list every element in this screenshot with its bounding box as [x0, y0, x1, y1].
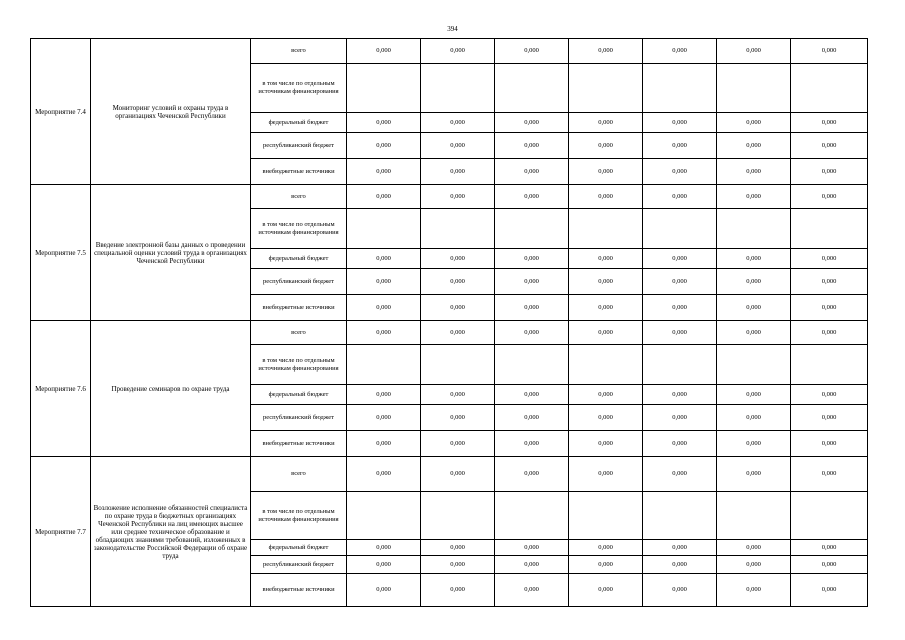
value-cell: 0,000 [643, 540, 717, 556]
measure-code: Мероприятие 7.5 [31, 185, 91, 321]
value-cell: 0,000 [495, 405, 569, 431]
value-cell: 0,000 [495, 159, 569, 185]
value-cell [495, 492, 569, 540]
value-cell: 0,000 [421, 385, 495, 405]
value-cell: 0,000 [643, 133, 717, 159]
value-cell: 0,000 [791, 574, 868, 607]
value-cell: 0,000 [495, 185, 569, 209]
value-cell: 0,000 [717, 385, 791, 405]
value-cell: 0,000 [421, 574, 495, 607]
value-cell: 0,000 [569, 457, 643, 492]
value-cell [791, 345, 868, 385]
value-cell [643, 209, 717, 249]
value-cell: 0,000 [421, 540, 495, 556]
value-cell: 0,000 [791, 185, 868, 209]
value-cell: 0,000 [791, 457, 868, 492]
value-cell: 0,000 [791, 431, 868, 457]
measure-name: Возложение исполнение обязанностей специалиста по охране труда в бюджетных организациях Чеченской Республики на лиц имеющих высшее или среднее техническое образование и обладающих знаниями требований, изложенных в законодательстве Российской Федерации об охране труда [91, 457, 251, 607]
funding-source-label: в том числе по отдельным источникам финансирования [251, 345, 347, 385]
value-cell: 0,000 [717, 269, 791, 295]
value-cell: 0,000 [717, 540, 791, 556]
value-cell: 0,000 [347, 159, 421, 185]
value-cell: 0,000 [717, 574, 791, 607]
value-cell: 0,000 [569, 556, 643, 574]
value-cell [495, 209, 569, 249]
value-cell: 0,000 [421, 185, 495, 209]
measure-name: Мониторинг условий и охраны труда в организациях Чеченской Республики [91, 39, 251, 185]
value-cell: 0,000 [421, 113, 495, 133]
measure-code: Мероприятие 7.4 [31, 39, 91, 185]
value-cell: 0,000 [643, 185, 717, 209]
value-cell: 0,000 [347, 405, 421, 431]
value-cell: 0,000 [347, 540, 421, 556]
value-cell: 0,000 [347, 39, 421, 64]
value-cell: 0,000 [495, 269, 569, 295]
funding-source-label: федеральный бюджет [251, 540, 347, 556]
value-cell: 0,000 [495, 385, 569, 405]
funding-source-label: внебюджетные источники [251, 431, 347, 457]
value-cell: 0,000 [569, 113, 643, 133]
funding-source-label: республиканский бюджет [251, 405, 347, 431]
value-cell: 0,000 [495, 39, 569, 64]
value-cell: 0,000 [717, 556, 791, 574]
value-cell: 0,000 [791, 159, 868, 185]
value-cell: 0,000 [569, 39, 643, 64]
funding-source-label: в том числе по отдельным источникам финансирования [251, 209, 347, 249]
value-cell: 0,000 [791, 321, 868, 345]
funding-source-label: республиканский бюджет [251, 556, 347, 574]
value-cell [347, 209, 421, 249]
value-cell [495, 64, 569, 113]
value-cell: 0,000 [791, 249, 868, 269]
funding-source-label: федеральный бюджет [251, 249, 347, 269]
value-cell [791, 209, 868, 249]
value-cell: 0,000 [569, 574, 643, 607]
value-cell: 0,000 [791, 405, 868, 431]
value-cell [643, 492, 717, 540]
value-cell: 0,000 [717, 457, 791, 492]
value-cell: 0,000 [643, 556, 717, 574]
value-cell [569, 492, 643, 540]
value-cell: 0,000 [569, 385, 643, 405]
value-cell: 0,000 [643, 39, 717, 64]
value-cell: 0,000 [717, 431, 791, 457]
value-cell: 0,000 [791, 295, 868, 321]
value-cell: 0,000 [643, 405, 717, 431]
value-cell: 0,000 [643, 385, 717, 405]
value-cell: 0,000 [347, 574, 421, 607]
value-cell [569, 345, 643, 385]
page-number: 394 [447, 25, 458, 33]
value-cell [717, 345, 791, 385]
funding-source-label: внебюджетные источники [251, 159, 347, 185]
value-cell: 0,000 [421, 321, 495, 345]
funding-source-label: федеральный бюджет [251, 385, 347, 405]
value-cell: 0,000 [791, 39, 868, 64]
measure-name: Проведение семинаров по охране труда [91, 321, 251, 457]
value-cell: 0,000 [569, 405, 643, 431]
value-cell: 0,000 [347, 249, 421, 269]
value-cell: 0,000 [717, 405, 791, 431]
value-cell: 0,000 [717, 159, 791, 185]
value-cell [421, 209, 495, 249]
value-cell: 0,000 [791, 556, 868, 574]
funding-source-label: республиканский бюджет [251, 269, 347, 295]
value-cell [421, 492, 495, 540]
funding-source-label: всего [251, 321, 347, 345]
value-cell: 0,000 [717, 295, 791, 321]
value-cell: 0,000 [643, 249, 717, 269]
value-cell: 0,000 [421, 405, 495, 431]
funding-source-label: всего [251, 457, 347, 492]
measure-code: Мероприятие 7.6 [31, 321, 91, 457]
value-cell [717, 209, 791, 249]
value-cell: 0,000 [643, 159, 717, 185]
value-cell [569, 209, 643, 249]
value-cell [791, 492, 868, 540]
funding-source-label: всего [251, 39, 347, 64]
table-row [31, 321, 868, 345]
value-cell: 0,000 [569, 295, 643, 321]
value-cell: 0,000 [717, 321, 791, 345]
value-cell: 0,000 [643, 321, 717, 345]
value-cell: 0,000 [569, 540, 643, 556]
value-cell: 0,000 [495, 295, 569, 321]
value-cell: 0,000 [347, 457, 421, 492]
value-cell: 0,000 [791, 133, 868, 159]
value-cell: 0,000 [347, 295, 421, 321]
value-cell: 0,000 [717, 249, 791, 269]
value-cell: 0,000 [421, 249, 495, 269]
value-cell: 0,000 [347, 269, 421, 295]
table-row [31, 39, 868, 64]
value-cell [791, 64, 868, 113]
funding-source-label: внебюджетные источники [251, 295, 347, 321]
funding-source-label: в том числе по отдельным источникам финансирования [251, 492, 347, 540]
value-cell: 0,000 [643, 295, 717, 321]
value-cell: 0,000 [421, 133, 495, 159]
funding-source-label: внебюджетные источники [251, 574, 347, 607]
value-cell [347, 64, 421, 113]
value-cell: 0,000 [569, 431, 643, 457]
table-row [31, 457, 868, 492]
value-cell: 0,000 [643, 113, 717, 133]
value-cell: 0,000 [791, 385, 868, 405]
value-cell: 0,000 [495, 113, 569, 133]
value-cell: 0,000 [569, 321, 643, 345]
value-cell: 0,000 [347, 556, 421, 574]
value-cell: 0,000 [791, 113, 868, 133]
table-row [31, 185, 868, 209]
funding-source-label: в том числе по отдельным источникам финансирования [251, 64, 347, 113]
value-cell: 0,000 [421, 295, 495, 321]
value-cell [569, 64, 643, 113]
value-cell: 0,000 [569, 185, 643, 209]
value-cell: 0,000 [569, 249, 643, 269]
value-cell: 0,000 [791, 269, 868, 295]
funding-table [30, 38, 868, 607]
value-cell: 0,000 [421, 431, 495, 457]
measure-name: Введение электронной базы данных о проведении специальной оценки условий труда в организациях Чеченской Республики [91, 185, 251, 321]
value-cell: 0,000 [717, 185, 791, 209]
value-cell [347, 492, 421, 540]
value-cell [643, 345, 717, 385]
value-cell: 0,000 [643, 457, 717, 492]
value-cell [495, 345, 569, 385]
value-cell: 0,000 [495, 321, 569, 345]
value-cell [347, 345, 421, 385]
value-cell [717, 64, 791, 113]
value-cell: 0,000 [495, 540, 569, 556]
value-cell: 0,000 [347, 321, 421, 345]
funding-source-label: федеральный бюджет [251, 113, 347, 133]
value-cell: 0,000 [347, 113, 421, 133]
value-cell: 0,000 [421, 457, 495, 492]
value-cell: 0,000 [495, 133, 569, 159]
value-cell: 0,000 [495, 431, 569, 457]
value-cell: 0,000 [569, 269, 643, 295]
value-cell: 0,000 [495, 249, 569, 269]
value-cell: 0,000 [569, 159, 643, 185]
value-cell: 0,000 [791, 540, 868, 556]
value-cell [421, 64, 495, 113]
value-cell: 0,000 [421, 269, 495, 295]
value-cell: 0,000 [421, 556, 495, 574]
value-cell: 0,000 [569, 133, 643, 159]
value-cell: 0,000 [347, 133, 421, 159]
funding-source-label: всего [251, 185, 347, 209]
value-cell [421, 345, 495, 385]
value-cell: 0,000 [495, 556, 569, 574]
value-cell: 0,000 [717, 113, 791, 133]
value-cell [717, 492, 791, 540]
value-cell: 0,000 [347, 385, 421, 405]
measure-code: Мероприятие 7.7 [31, 457, 91, 607]
value-cell: 0,000 [347, 431, 421, 457]
funding-source-label: республиканский бюджет [251, 133, 347, 159]
value-cell: 0,000 [347, 185, 421, 209]
value-cell: 0,000 [643, 574, 717, 607]
value-cell: 0,000 [421, 159, 495, 185]
value-cell: 0,000 [495, 457, 569, 492]
value-cell: 0,000 [717, 39, 791, 64]
value-cell: 0,000 [495, 574, 569, 607]
value-cell: 0,000 [717, 133, 791, 159]
value-cell: 0,000 [421, 39, 495, 64]
value-cell [643, 64, 717, 113]
value-cell: 0,000 [643, 431, 717, 457]
value-cell: 0,000 [643, 269, 717, 295]
